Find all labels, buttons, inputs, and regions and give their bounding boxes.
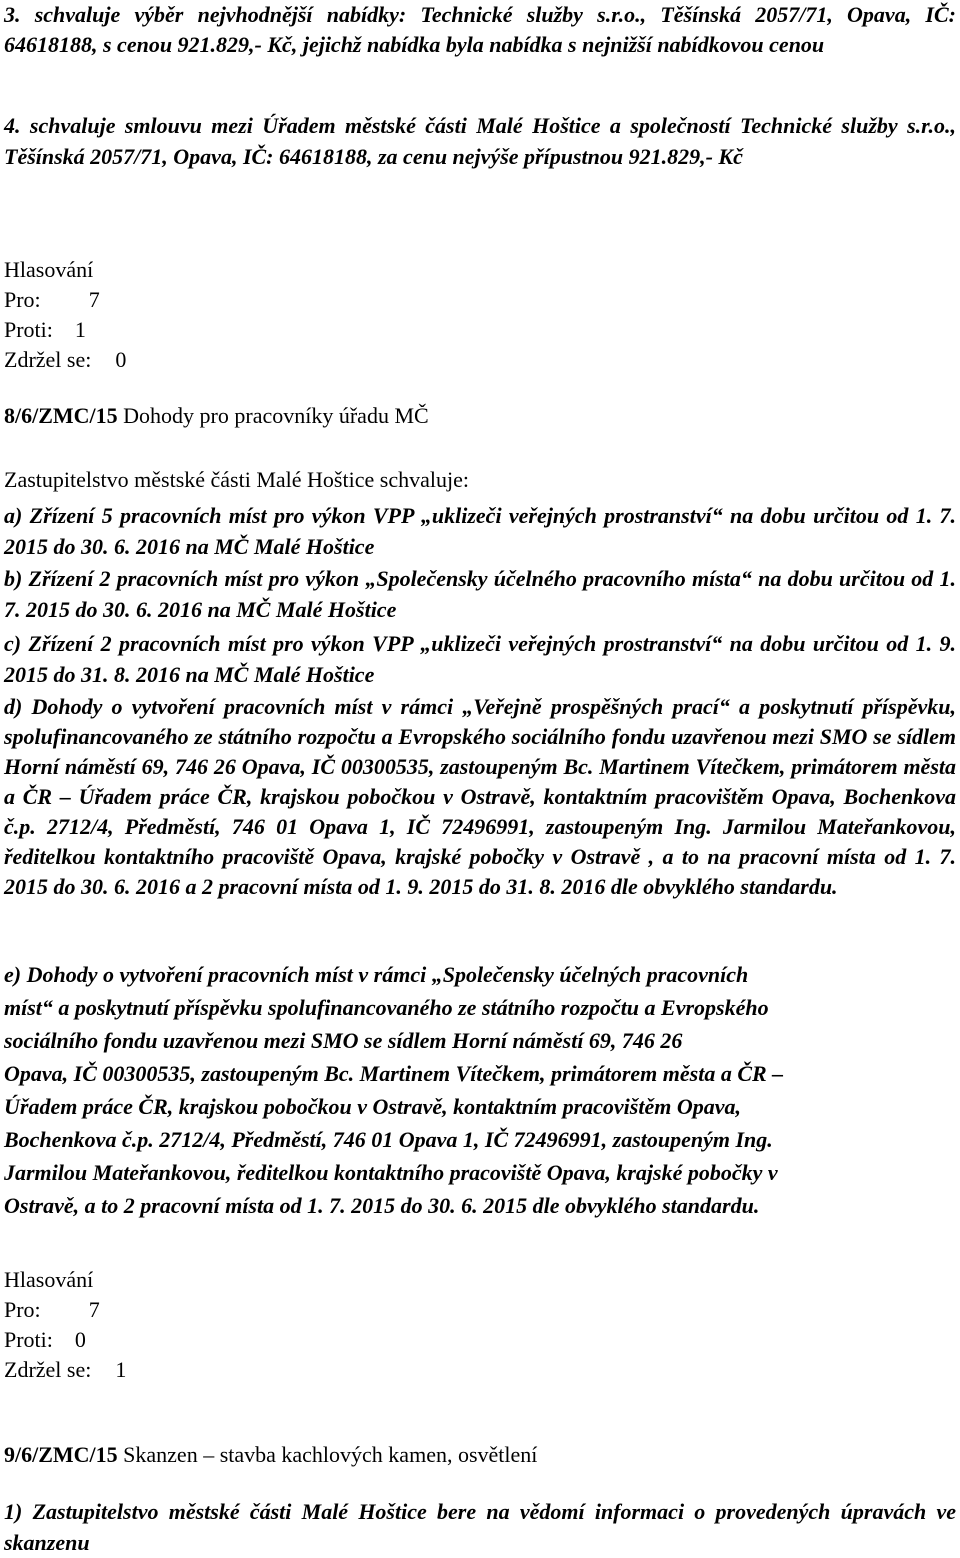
section-8-intro: Zastupitelstvo městské části Malé Hoštice schvaluje: bbox=[4, 467, 469, 492]
point-e-line: Opava, IČ 00300535, zastoupeným Bc. Martinem Vítečkem, primátorem města a ČR – bbox=[4, 1061, 784, 1086]
vote-heading: Hlasování bbox=[4, 257, 94, 282]
point-e-line: Ostravě, a to 2 pracovní místa od 1. 7. 2015 do 30. 6. 2015 dle obvyklého standardu. bbox=[4, 1193, 760, 1218]
resolution-item-3: 3. schvaluje výběr nejvhodnější nabídky: Technické služby s.r.o., Těšínská 2057/71, Opava, IČ: 64618188, s cenou 921.829,- Kč, jejichž nabídka byla nabídka s nejnižší nabídkovou cenou bbox=[4, 2, 956, 57]
vote-pro-row bbox=[4, 1295, 174, 1325]
vote-proti-label: Proti: bbox=[4, 1327, 53, 1352]
vote-block-1 bbox=[4, 255, 174, 375]
section-title: Dohody pro pracovníky úřadu MČ bbox=[117, 403, 429, 428]
resolution-point-b: b) Zřízení 2 pracovních míst pro výkon „Společensky účelného pracovního místa“ na dobu určitou od 1. 7. 2015 do 30. 6. 2016 na MČ Malé Hoštice bbox=[4, 566, 956, 622]
vote-proti-row bbox=[4, 315, 174, 345]
vote-proti-value: 0 bbox=[74, 1327, 86, 1352]
vote-zdrzel-label: Zdržel se: bbox=[4, 347, 92, 372]
vote-proti-row bbox=[4, 1325, 174, 1355]
point-e-line: Jarmilou Mateřankovou, ředitelkou kontaktního pracoviště Opava, krajské pobočky v bbox=[4, 1160, 778, 1185]
section-code: 9/6/ZMC/15 bbox=[4, 1442, 118, 1467]
vote-zdrzel-value: 1 bbox=[115, 1357, 127, 1382]
vote-pro-label: Pro: bbox=[4, 287, 41, 312]
resolution-item-4: 4. schvaluje smlouvu mezi Úřadem městské části Malé Hoštice a společností Technické služby s.r.o., Těšínská 2057/71, Opava, IČ: 64618188, za cenu nejvýše přípustnou 921.829,- Kč bbox=[4, 113, 956, 169]
point-e-line: Úřadem práce ČR, krajskou pobočkou v Ostravě, kontaktním pracovištěm Opava, bbox=[4, 1094, 741, 1119]
vote-block-2 bbox=[4, 1265, 174, 1385]
point-e-line: sociálního fondu uzavřenou mezi SMO se sídlem Horní náměstí 69, 746 26 bbox=[4, 1028, 683, 1053]
section-code: 8/6/ZMC/15 bbox=[4, 403, 118, 428]
resolution-point-c: c) Zřízení 2 pracovních míst pro výkon VPP „uklizeči veřejných prostranství“ na dobu určitou od 1. 9. 2015 do 31. 8. 2016 na MČ Malé Hoštice bbox=[4, 631, 956, 687]
section-title: Skanzen – stavba kachlových kamen, osvětlení bbox=[117, 1442, 538, 1467]
vote-pro-row bbox=[4, 285, 174, 315]
resolution-point-a: a) Zřízení 5 pracovních míst pro výkon VPP „uklizeči veřejných prostranství“ na dobu určitou od 1. 7. 2015 do 30. 6. 2016 na MČ Malé Hoštice bbox=[4, 503, 956, 559]
point-e-line: míst“ a poskytnutí příspěvku spolufinancovaného ze státního rozpočtu a Evropského bbox=[4, 995, 769, 1020]
resolution-point-d: d) Dohody o vytvoření pracovních míst v rámci „Veřejně prospěšných prací“ a poskytnutí příspěvku, spolufinancovaného ze státního rozpočtu a Evropského sociálního fondu uzavřenou mezi SMO se sídlem Horní náměstí 69, 746 26 Opava, IČ 00300535, zastoupeným Bc. Martinem Vítečkem, primátorem města a ČR – Úřadem práce ČR, krajskou pobočkou v Ostravě, kontaktním pracovištěm Opava, Bochenkova č.p. 2712/4, Předměstí, 746 01 Opava 1, IČ 72496991, zastoupeným Ing. Jarmilou Mateřankovou, ředitelkou kontaktního pracoviště Opava, krajské pobočky v Ostravě , a to na pracovní místa od 1. 7. 2015 do 30. 6. 2016 a 2 pracovní místa od 1. 9. 2015 do 31. 8. 2016 dle obvyklého standardu. bbox=[4, 694, 956, 899]
vote-heading: Hlasování bbox=[4, 1267, 94, 1292]
vote-pro-value: 7 bbox=[88, 1297, 100, 1322]
section-8-heading bbox=[4, 401, 429, 431]
vote-zdrzel-label: Zdržel se: bbox=[4, 1357, 92, 1382]
vote-proti-value: 1 bbox=[74, 317, 86, 342]
vote-zdrzel-row bbox=[4, 345, 174, 375]
vote-zdrzel-row bbox=[4, 1355, 174, 1385]
section-9-heading bbox=[4, 1440, 537, 1470]
section-9-item-1: 1) Zastupitelstvo městské části Malé Hoštice bere na vědomí informaci o provedených úpravách ve skanzenu bbox=[4, 1499, 956, 1555]
vote-proti-label: Proti: bbox=[4, 317, 53, 342]
vote-zdrzel-value: 0 bbox=[115, 347, 127, 372]
vote-pro-label: Pro: bbox=[4, 1297, 41, 1322]
point-e-line: Bochenkova č.p. 2712/4, Předměstí, 746 01 Opava 1, IČ 72496991, zastoupeným Ing. bbox=[4, 1127, 773, 1152]
vote-pro-value: 7 bbox=[88, 287, 100, 312]
resolution-point-e bbox=[4, 958, 956, 1222]
point-e-line: e) Dohody o vytvoření pracovních míst v rámci „Společensky účelných pracovních bbox=[4, 962, 749, 987]
